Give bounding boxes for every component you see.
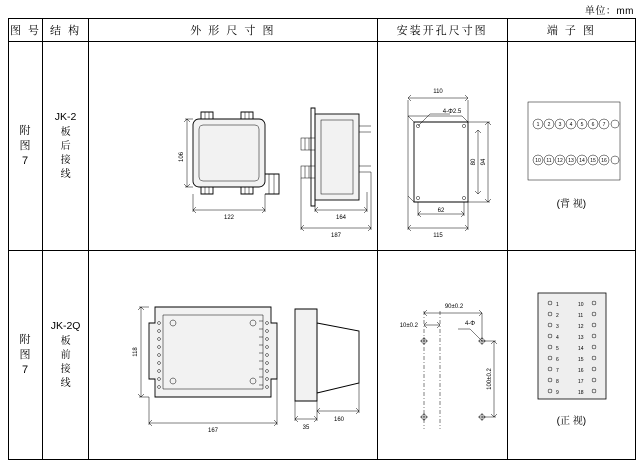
terminal-view-label-1: (背 视): [556, 199, 587, 210]
svg-text:7: 7: [555, 368, 559, 374]
dim-106: 106: [179, 151, 186, 163]
header-outline-drawing: 外 形 尺 寸 图: [89, 19, 377, 42]
svg-text:3: 3: [558, 122, 562, 128]
terminal-row-top: [533, 119, 619, 129]
dimension-table: [8, 18, 636, 460]
svg-text:10: 10: [577, 302, 584, 308]
svg-text:14: 14: [577, 346, 584, 352]
dim-160: 160: [334, 417, 345, 423]
table-header-row: [9, 19, 636, 42]
svg-text:17: 17: [577, 379, 584, 385]
structure-desc-1: 板 后 接 线: [60, 127, 71, 180]
structure-name-1: JK-2: [54, 111, 77, 123]
svg-text:12: 12: [556, 158, 563, 164]
dim-4-phi: 4-Φ: [464, 321, 475, 327]
dim-110: 110: [432, 89, 443, 95]
dim-122: 122: [224, 215, 235, 221]
svg-text:12: 12: [577, 324, 584, 330]
svg-text:14: 14: [578, 158, 585, 164]
dim-90: 90±0.2: [444, 304, 463, 310]
svg-text:11: 11: [577, 313, 583, 319]
cell-mounting-1: [377, 42, 507, 251]
svg-text:2: 2: [555, 313, 559, 319]
dim-35: 35: [302, 425, 310, 431]
structure-label-2: [43, 319, 88, 391]
cell-terminal-2: [507, 251, 635, 460]
dim-62: 62: [437, 208, 444, 214]
cell-fig-no-1: [9, 42, 43, 251]
dim-118: 118: [133, 347, 140, 357]
svg-text:11: 11: [546, 158, 552, 164]
fig-no-label-2: 附 图 7: [19, 333, 32, 376]
dim-100: 100±0.2: [486, 368, 493, 390]
svg-text:5: 5: [580, 122, 584, 128]
dim-167: 167: [208, 428, 219, 434]
mounting-drawing-jk2: [378, 42, 508, 248]
structure-label-1: [43, 110, 88, 182]
table-row: [9, 42, 636, 251]
dim-115: 115: [432, 233, 443, 239]
terminal-drawing-jk2: [508, 42, 636, 248]
header-terminal-drawing: 端 子 图: [507, 19, 635, 42]
dim-164: 164: [336, 215, 347, 221]
dim-4-phi25: 4-Φ2.5: [442, 109, 461, 115]
dim-94: 94: [480, 158, 487, 166]
svg-text:18: 18: [577, 390, 584, 396]
cell-structure-1: [43, 42, 89, 251]
svg-text:6: 6: [555, 357, 559, 363]
dim-80: 80: [470, 158, 477, 166]
dim-10: 10±0.2: [399, 323, 418, 329]
svg-text:13: 13: [577, 335, 584, 341]
svg-text:16: 16: [577, 368, 584, 374]
header-fig-no: 图 号: [9, 19, 43, 42]
svg-text:15: 15: [589, 158, 596, 164]
svg-text:1: 1: [555, 302, 559, 308]
cell-fig-no-2: [9, 251, 43, 460]
svg-text:8: 8: [555, 379, 559, 385]
terminal-view-label-2: (正 视): [556, 416, 587, 427]
mounting-drawing-jk2q: [378, 251, 508, 457]
svg-text:10: 10: [534, 158, 541, 164]
cell-outline-1: [89, 42, 377, 251]
header-structure: 结 构: [43, 19, 89, 42]
fig-no-label-1: 附 图 7: [19, 124, 32, 167]
outline-drawing-jk2q: [89, 251, 377, 457]
outline-drawing-jk2: [89, 42, 377, 248]
svg-text:1: 1: [536, 122, 540, 128]
terminal-row-bottom: [533, 155, 619, 165]
cell-structure-2: [43, 251, 89, 460]
structure-name-2: JK-2Q: [50, 320, 81, 332]
svg-text:9: 9: [555, 390, 559, 396]
header-mounting-drawing: 安装开孔尺寸图: [377, 19, 507, 42]
cell-terminal-1: [507, 42, 635, 251]
svg-text:5: 5: [555, 346, 559, 352]
table-row: [9, 251, 636, 460]
svg-text:4: 4: [569, 122, 573, 128]
svg-text:16: 16: [600, 158, 607, 164]
svg-text:3: 3: [555, 324, 559, 330]
cell-mounting-2: [377, 251, 507, 460]
svg-text:6: 6: [591, 122, 595, 128]
svg-text:7: 7: [602, 122, 606, 128]
svg-text:4: 4: [555, 335, 559, 341]
dim-187: 187: [331, 233, 342, 239]
unit-note: 单位：mm: [584, 6, 634, 17]
svg-text:15: 15: [577, 357, 584, 363]
svg-text:2: 2: [547, 122, 551, 128]
cell-outline-2: [89, 251, 377, 460]
structure-desc-2: 板 前 接 线: [60, 336, 71, 389]
svg-text:13: 13: [567, 158, 574, 164]
